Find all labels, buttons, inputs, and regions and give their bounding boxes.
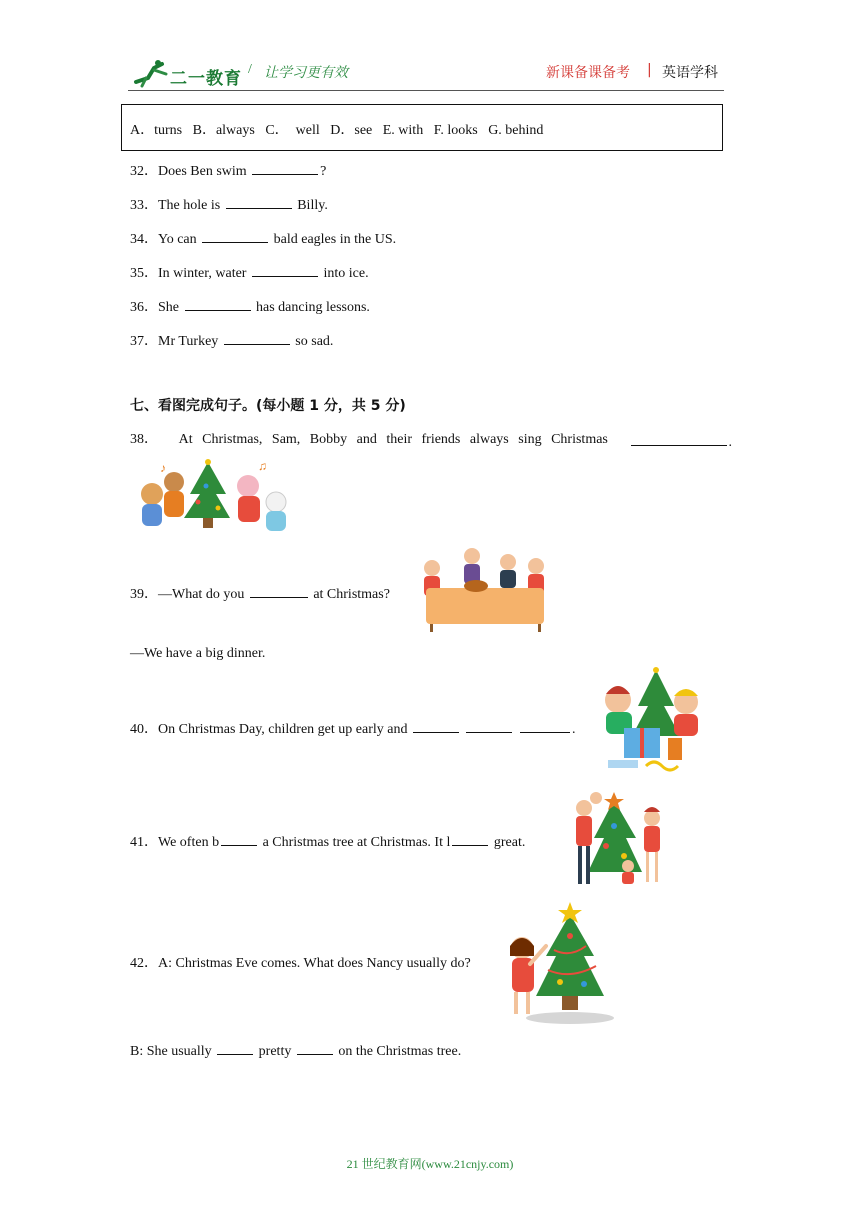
slogan: 让学习更有效: [264, 65, 348, 81]
question-39-answer: —We have a big dinner.: [130, 646, 266, 661]
question-42: 42．A: Christmas Eve comes. What does Nancy usually do?: [130, 956, 471, 971]
answer-blank[interactable]: [217, 1040, 253, 1055]
question-34: 34．Yo can bald eagles in the US.: [130, 228, 396, 249]
header-rule: [128, 90, 724, 91]
answer-blank[interactable]: [252, 160, 318, 175]
question-42-response: B: She usually pretty on the Christmas tree.: [130, 1040, 461, 1061]
question-39: 39．—What do you at Christmas?: [130, 583, 390, 604]
answer-blank[interactable]: [250, 583, 308, 598]
answer-blank[interactable]: [452, 831, 488, 846]
question-32: 32．Does Ben swim ?: [130, 160, 326, 181]
word-options: A．turns B．always C． well D．see E. with F. looks G. behind: [130, 123, 544, 138]
svg-text:♫: ♫: [258, 459, 267, 473]
answer-blank[interactable]: [466, 718, 512, 733]
word-options-box: [121, 104, 723, 151]
christmas-dinner-image: [416, 546, 552, 632]
answer-blank[interactable]: [202, 228, 268, 243]
answer-blank[interactable]: [226, 194, 292, 209]
question-37: 37．Mr Turkey so sad.: [130, 330, 333, 351]
header-tag-subject: 英语学科: [662, 65, 718, 81]
christmas-carol-animals-image: [130, 458, 296, 540]
question-38: 38． At Christmas, Sam, Bobby and their friends always sing Christmas .: [130, 432, 732, 450]
brand-logo: [132, 58, 242, 90]
answer-blank[interactable]: [224, 330, 290, 345]
logo-text: 二一教育: [170, 69, 242, 89]
header-tag-prep: 新课备课备考: [546, 65, 630, 81]
question-35: 35．In winter, water into ice.: [130, 262, 369, 283]
svg-text:♪: ♪: [160, 461, 166, 475]
answer-blank[interactable]: [297, 1040, 333, 1055]
runner-logo-icon: [132, 58, 172, 88]
question-36: 36．She has dancing lessons.: [130, 296, 370, 317]
question-41: 41．We often b a Christmas tree at Christmas. It l great.: [130, 831, 525, 852]
answer-blank[interactable]: [221, 831, 257, 846]
answer-blank[interactable]: [413, 718, 459, 733]
question-33: 33．The hole is Billy.: [130, 194, 328, 215]
family-decorating-tree-image: [566, 786, 670, 890]
answer-blank[interactable]: [252, 262, 318, 277]
footer-site-credit[interactable]: 21 世纪教育网(www.21cnjy.com): [346, 1157, 514, 1171]
header-divider: /: [248, 62, 252, 77]
section-title: 七、看图完成句子。(每小题 1 分，共 5 分): [130, 398, 406, 414]
answer-blank[interactable]: [185, 296, 251, 311]
answer-blank[interactable]: [520, 718, 570, 733]
answer-blank[interactable]: [631, 431, 727, 446]
question-40: 40．On Christmas Day, children get up early and .: [130, 718, 575, 739]
header-separator: |: [647, 62, 652, 78]
nancy-decorating-tree-image: [500, 900, 622, 1028]
children-opening-presents-image: [598, 666, 706, 778]
